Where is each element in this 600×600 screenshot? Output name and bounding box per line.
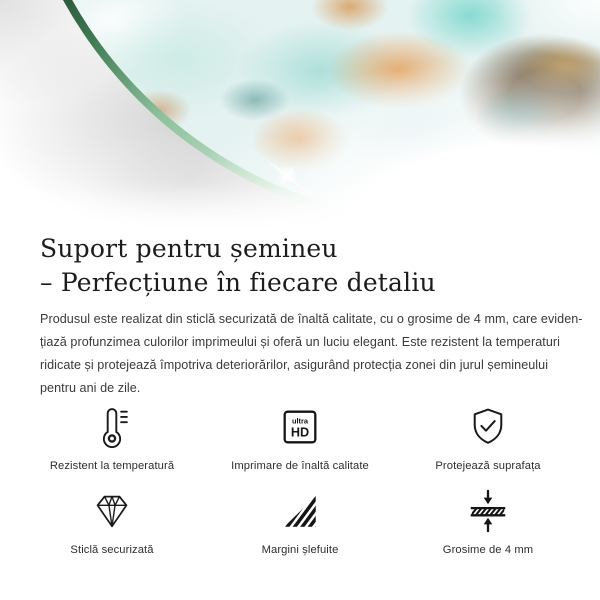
- description-line: pentru ani de zile.: [40, 381, 141, 395]
- page-title: [40, 232, 560, 300]
- shield-check-icon: [466, 404, 510, 450]
- product-photo: [0, 0, 600, 228]
- description-line: ridicate și protejează împotriva deteriorărilor, asigurând protecția zonei din jurul șemineului: [40, 358, 549, 372]
- feature-label: Rezistent la temperatură: [49, 460, 175, 472]
- feature-label: Margini șlefuite: [261, 544, 339, 556]
- ultra-hd-icon: [279, 404, 321, 450]
- ultra-hd-icon-text-big: HD: [290, 425, 310, 440]
- feature-print-quality: [206, 404, 394, 472]
- page-title-line2: – Perfecțiune în fiecare detaliu: [40, 268, 436, 297]
- feature-thickness: [394, 488, 582, 556]
- description-line: țiază profunzimea culorilor imprimeului și oferă un luciu elegant. Este rezistent la temperaturi: [40, 335, 560, 349]
- page-title-line1: Suport pentru șemineu: [40, 234, 338, 263]
- feature-polished-edges: [206, 488, 394, 556]
- feature-label: Protejează suprafața: [435, 460, 541, 472]
- description-line: Produsul este realizat din sticlă securizată de înaltă calitate, cu o grosime de 4 mm, care eviden-: [40, 312, 583, 326]
- feature-protects-surface: [394, 404, 582, 472]
- polished-edge-icon: [280, 488, 320, 534]
- white-fade-overlay: [0, 0, 600, 228]
- thickness-arrows-icon: [465, 488, 511, 534]
- thermometer-icon: [89, 404, 135, 450]
- feature-grid: [0, 404, 600, 556]
- feature-label: Grosime de 4 mm: [442, 544, 534, 556]
- feature-label: Sticlă securizată: [70, 544, 154, 556]
- product-description-section: [0, 232, 600, 400]
- diamond-icon: [91, 488, 133, 534]
- product-description: [40, 308, 583, 400]
- ultra-hd-icon-text-small: ultra: [291, 416, 309, 426]
- feature-temperature: [18, 404, 206, 472]
- feature-label: Imprimare de înaltă calitate: [231, 460, 369, 472]
- feature-tempered-glass: [18, 488, 206, 556]
